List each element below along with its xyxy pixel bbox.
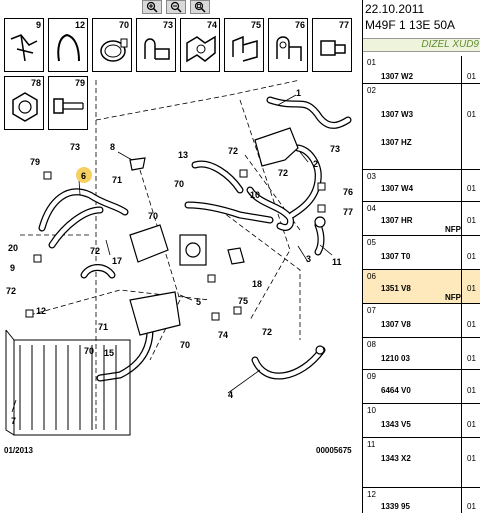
parts-row[interactable] <box>363 170 480 202</box>
callout-74[interactable]: 74 <box>218 330 229 340</box>
thumbnail-number: 79 <box>74 78 85 88</box>
row-number: 08 <box>367 340 376 349</box>
callout-70b[interactable]: 70 <box>148 211 159 221</box>
part-quantity: 01 <box>467 184 476 193</box>
part-reference: 1307 W3 <box>381 110 414 119</box>
part-reference: 1307 T0 <box>381 252 411 261</box>
part-quantity: 01 <box>467 252 476 261</box>
catalog-code: M49F 1 13E 50A <box>365 18 456 32</box>
thumbnail-number: 75 <box>250 20 261 30</box>
part-quantity: 01 <box>467 386 476 395</box>
thumbnail-number: 77 <box>338 20 349 30</box>
thumbnail-number: 74 <box>206 20 217 30</box>
callout-72c[interactable]: 72 <box>90 246 101 256</box>
catalog-date: 22.10.2011 <box>365 2 425 16</box>
parts-row-selected[interactable] <box>363 270 480 304</box>
row-number: 05 <box>367 238 376 247</box>
part-quantity: 01 <box>467 216 476 225</box>
part-reference: 1339 95 <box>381 502 410 511</box>
part-reference: 1343 X2 <box>381 454 411 463</box>
nfp-flag: NFP <box>445 293 461 302</box>
part-reference: 1210 03 <box>381 354 410 363</box>
callout-18[interactable]: 18 <box>252 279 263 289</box>
callout-76[interactable]: 76 <box>343 187 354 197</box>
callout-72e[interactable]: 72 <box>262 327 273 337</box>
callout-15[interactable]: 15 <box>104 348 115 358</box>
callout-5[interactable]: 5 <box>196 297 202 307</box>
part-reference: 1307 HZ <box>381 138 412 147</box>
thumbnail-number: 76 <box>294 20 305 30</box>
callout-75[interactable]: 75 <box>238 296 249 306</box>
callout-9[interactable]: 9 <box>10 263 16 273</box>
row-number: 03 <box>367 172 376 181</box>
parts-panel <box>362 0 480 513</box>
engine-model: DIZEL XUD9 <box>363 38 480 52</box>
row-number: 07 <box>367 306 376 315</box>
callout-72b[interactable]: 72 <box>278 168 289 178</box>
part-quantity: 01 <box>467 72 476 81</box>
part-quantity: 01 <box>467 354 476 363</box>
callout-2[interactable]: 2 <box>313 159 319 169</box>
parts-row[interactable] <box>363 338 480 370</box>
part-quantity: 01 <box>467 284 476 293</box>
callout-8[interactable]: 8 <box>110 142 116 152</box>
callout-20[interactable]: 20 <box>8 243 19 253</box>
parts-row[interactable] <box>363 56 480 84</box>
row-number: 09 <box>367 372 376 381</box>
callout-79[interactable]: 79 <box>30 157 41 167</box>
parts-row[interactable] <box>363 370 480 404</box>
parts-row[interactable] <box>363 202 480 236</box>
callout-71b[interactable]: 71 <box>98 322 109 332</box>
parts-row[interactable] <box>363 404 480 438</box>
thumbnail-number: 73 <box>162 20 173 30</box>
diagram-date: 01/2013 <box>4 446 33 455</box>
thumbnail-number: 70 <box>118 20 129 30</box>
part-quantity: 01 <box>467 502 476 511</box>
callout-3[interactable]: 3 <box>306 254 312 264</box>
parts-row[interactable] <box>363 438 480 488</box>
thumbnail-number: 12 <box>74 20 85 30</box>
part-reference: 1307 V8 <box>381 320 411 329</box>
callout-71[interactable]: 71 <box>112 175 123 185</box>
part-reference: 1307 W4 <box>381 184 414 193</box>
callout-7[interactable]: 7 <box>11 416 17 426</box>
callout-17[interactable]: 17 <box>112 256 123 266</box>
callout-13[interactable]: 13 <box>178 150 189 160</box>
callout-12[interactable]: 12 <box>36 306 47 316</box>
parts-row[interactable] <box>363 236 480 270</box>
row-number: 11 <box>367 440 376 449</box>
part-quantity: 01 <box>467 110 476 119</box>
row-number: 04 <box>367 204 376 213</box>
callout-72d[interactable]: 72 <box>6 286 17 296</box>
part-quantity: 01 <box>467 454 476 463</box>
parts-row[interactable] <box>363 488 480 513</box>
row-number: 06 <box>367 272 376 281</box>
callout-72[interactable]: 72 <box>228 146 239 156</box>
thumbnail-number: 9 <box>35 20 41 30</box>
callout-73[interactable]: 73 <box>70 142 81 152</box>
nfp-flag: NFP <box>445 225 461 234</box>
callout-11[interactable]: 11 <box>332 257 342 267</box>
callout-70d[interactable]: 70 <box>180 340 191 350</box>
parts-row[interactable] <box>363 84 480 170</box>
row-number: 12 <box>367 490 376 499</box>
callout-70c[interactable]: 70 <box>84 346 95 356</box>
callout-70[interactable]: 70 <box>174 179 185 189</box>
callout-1[interactable]: 1 <box>296 88 302 98</box>
callout-4[interactable]: 4 <box>228 390 234 400</box>
part-reference: 1307 HR <box>381 216 413 225</box>
part-quantity: 01 <box>467 420 476 429</box>
row-number: 01 <box>367 58 376 67</box>
callout-73b[interactable]: 73 <box>330 144 341 154</box>
part-reference: 1307 W2 <box>381 72 414 81</box>
row-number: 10 <box>367 406 376 415</box>
part-reference: 1343 V5 <box>381 420 411 429</box>
part-reference: 1351 V8 <box>381 284 411 293</box>
row-number: 02 <box>367 86 376 95</box>
part-quantity: 01 <box>467 320 476 329</box>
callout-6[interactable]: 6 <box>81 171 87 181</box>
diagram-number: 00005675 <box>316 446 352 455</box>
parts-row[interactable] <box>363 304 480 338</box>
callout-77[interactable]: 77 <box>343 207 354 217</box>
part-reference: 6464 V0 <box>381 386 411 395</box>
thumbnail-number: 78 <box>30 78 41 88</box>
callout-10[interactable]: 10 <box>250 190 261 200</box>
